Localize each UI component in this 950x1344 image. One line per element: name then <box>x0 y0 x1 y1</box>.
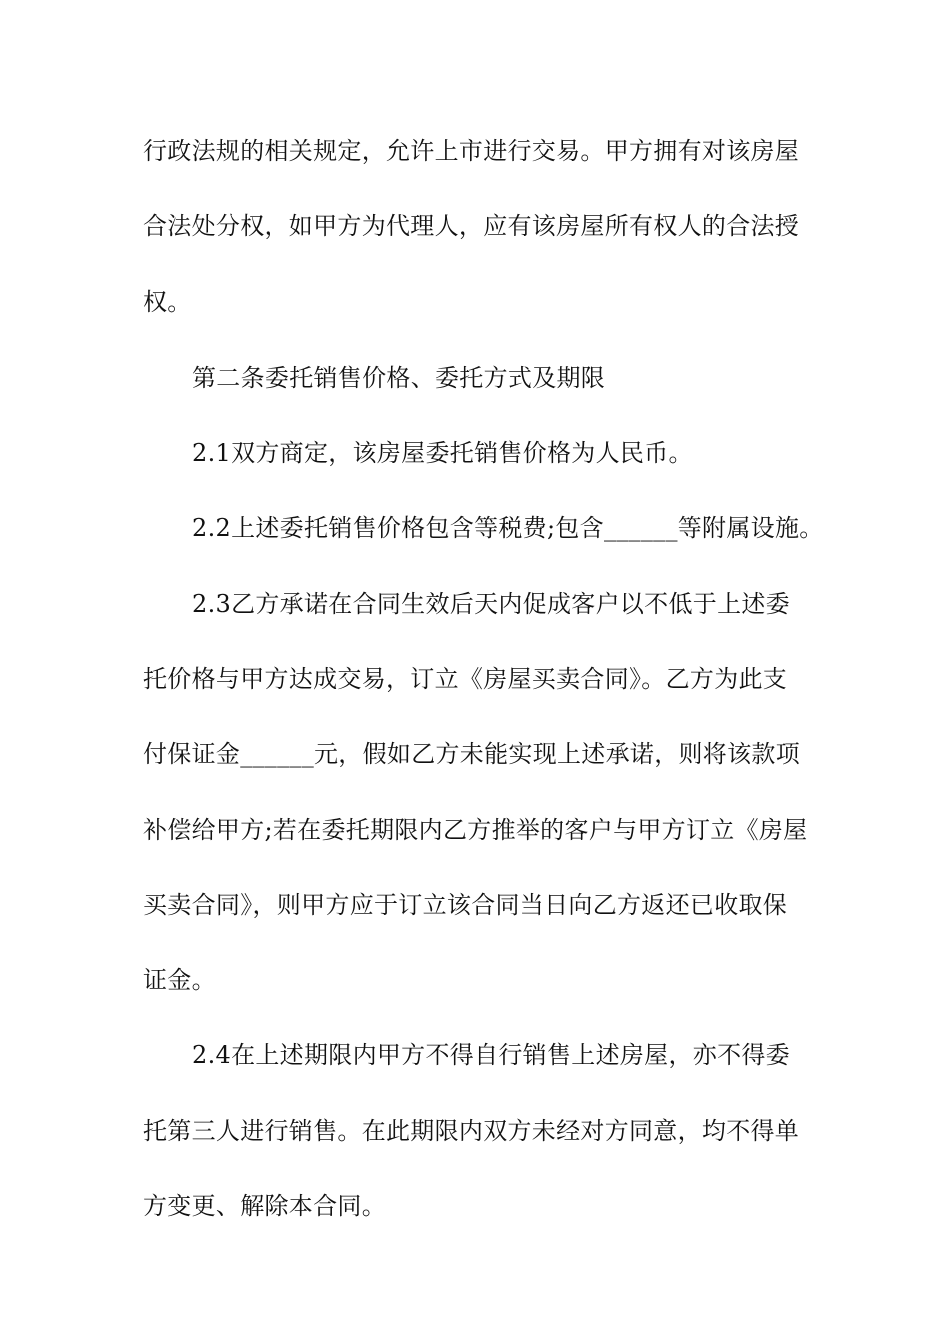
text-line: 方变更、解除本合同。 <box>143 1192 386 1220</box>
clause-2-2: 2.2上述委托销售价格包含等税费;包含______等附属设施。 <box>192 514 824 542</box>
text-line: 买卖合同》，则甲方应于订立该合同当日向乙方返还已收取保 <box>143 891 788 919</box>
text-line: 补偿给甲方;若在委托期限内乙方推举的客户与甲方订立《房屋 <box>143 816 808 844</box>
text-line: 托第三人进行销售。在此期限内双方未经对方同意，均不得单 <box>143 1117 800 1145</box>
text-line: 合法处分权，如甲方为代理人，应有该房屋所有权人的合法授 <box>143 212 800 240</box>
text-line: 付保证金______元，假如乙方未能实现上述承诺，则将该款项 <box>143 740 800 768</box>
clause-2-3: 2.3乙方承诺在合同生效后天内促成客户以不低于上述委 <box>192 590 790 618</box>
clause-2-4: 2.4在上述期限内甲方不得自行销售上述房屋，亦不得委 <box>192 1041 790 1069</box>
clause-2-1: 2.1双方商定，该房屋委托销售价格为人民币。 <box>192 439 693 467</box>
text-line: 行政法规的相关规定，允许上市进行交易。甲方拥有对该房屋 <box>143 137 800 165</box>
text-line: 证金。 <box>143 966 216 994</box>
text-line: 托价格与甲方达成交易，订立《房屋买卖合同》。乙方为此支 <box>143 665 788 693</box>
text-line: 权。 <box>143 288 192 316</box>
section-heading: 第二条委托销售价格、委托方式及期限 <box>192 364 606 392</box>
